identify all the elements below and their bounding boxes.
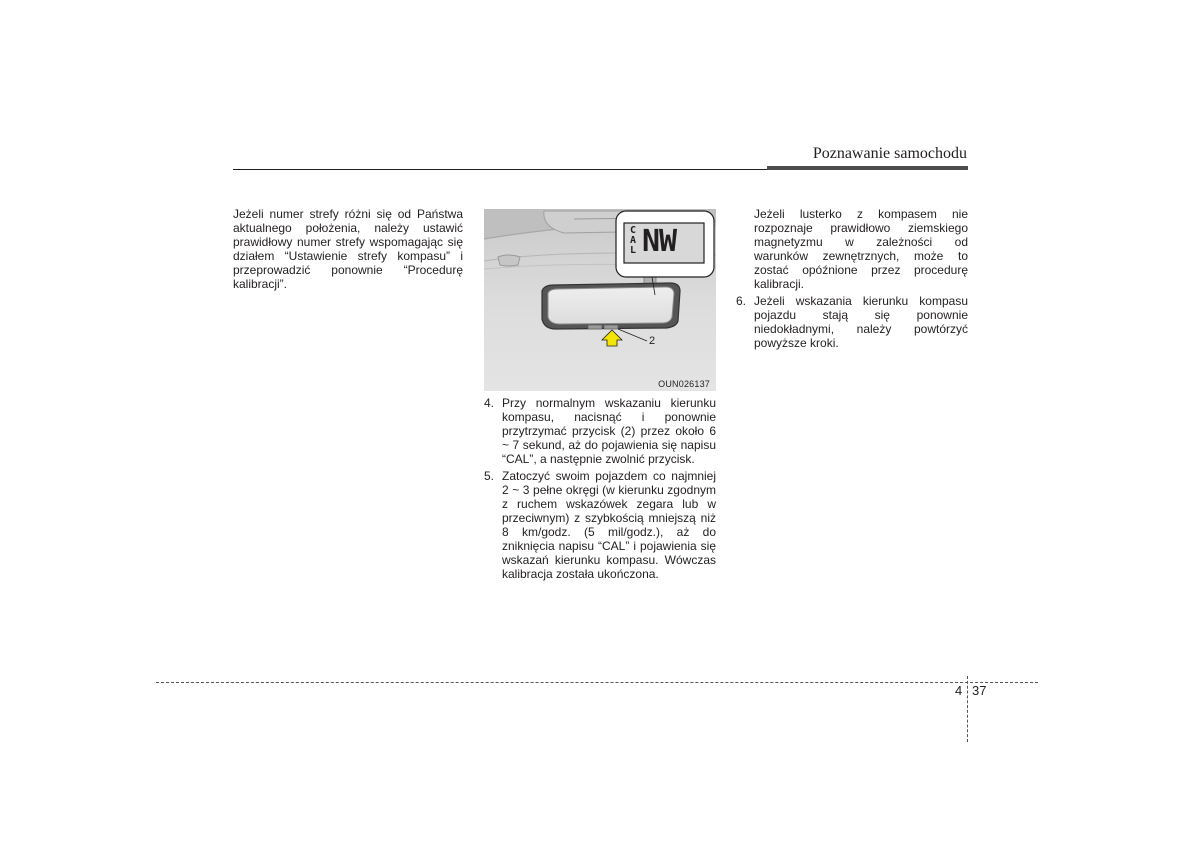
footer-divider xyxy=(967,676,968,742)
right-column xyxy=(736,207,968,350)
list-item xyxy=(736,294,968,350)
item-number: 6. xyxy=(736,294,747,308)
cal-letter-a: A xyxy=(630,235,637,246)
page-number: 37 xyxy=(972,683,987,698)
callout-number: 2 xyxy=(649,335,656,347)
item-number: 4. xyxy=(484,396,495,410)
mirror-drawing xyxy=(484,209,716,391)
item-text: Zatoczyć swoim pojazdem co najmniej 2 ~ 3 pełne okręgi (w kierunku zgodnym z ruchem wskazówek zegara lub w przeciwnym) z szybkością mniejszą niż 8 km/godz. (5 mil/godz.), aż do zniknięcia napisu “CAL” i pojawienia się wskazań kierunku kompasu. Wówczas kalibracja została ukończona. xyxy=(502,469,716,581)
compass-readout: NW xyxy=(642,224,677,259)
header-rule-accent xyxy=(767,166,968,170)
zone-paragraph: Jeżeli numer strefy różni się od Państwa aktualnego położenia, należy ustawić prawidłowy numer strefy wspomagając się działem “Ustawienie strefy kompasu” i przeprowadzić ponownie “Procedurę kalibracji”. xyxy=(233,207,463,291)
cal-letter-c: C xyxy=(630,225,637,236)
middle-column xyxy=(484,396,716,581)
header-rule xyxy=(233,169,768,170)
list-item xyxy=(484,469,716,581)
cal-letters xyxy=(630,226,636,256)
list-item xyxy=(484,396,716,466)
cal-letter-l: L xyxy=(630,245,637,256)
mirror-glass xyxy=(548,287,674,324)
mirror-illustration xyxy=(484,209,716,391)
item-text: Przy normalnym wskazaniu kierunku kompasu, nacisnąć i ponownie przytrzymać przycisk (2) przez około 6 ~ 7 sekund, aż do pojawienia się napisu “CAL”, a następnie zwolnić przycisk. xyxy=(502,396,716,466)
footer-rule xyxy=(156,682,1038,683)
continuation-paragraph: Jeżeli lusterko z kompasem nie rozpoznaje prawidłowo ziemskiego magnetyzmu w zależności od warunków zewnętrznych, może to zostać opóźnione przez procedurę kalibracji. xyxy=(754,207,968,291)
section-title: Poznawanie samochodu xyxy=(812,145,967,162)
chapter-number: 4 xyxy=(955,683,963,698)
item-text: Jeżeli wskazania kierunku kompasu pojazdu stają się ponownie niedokładnymi, należy powtórzyć powyższe kroki. xyxy=(754,294,968,350)
left-column xyxy=(233,207,463,291)
figure-code: OUN026137 xyxy=(658,379,710,389)
item-number: 5. xyxy=(484,469,495,483)
